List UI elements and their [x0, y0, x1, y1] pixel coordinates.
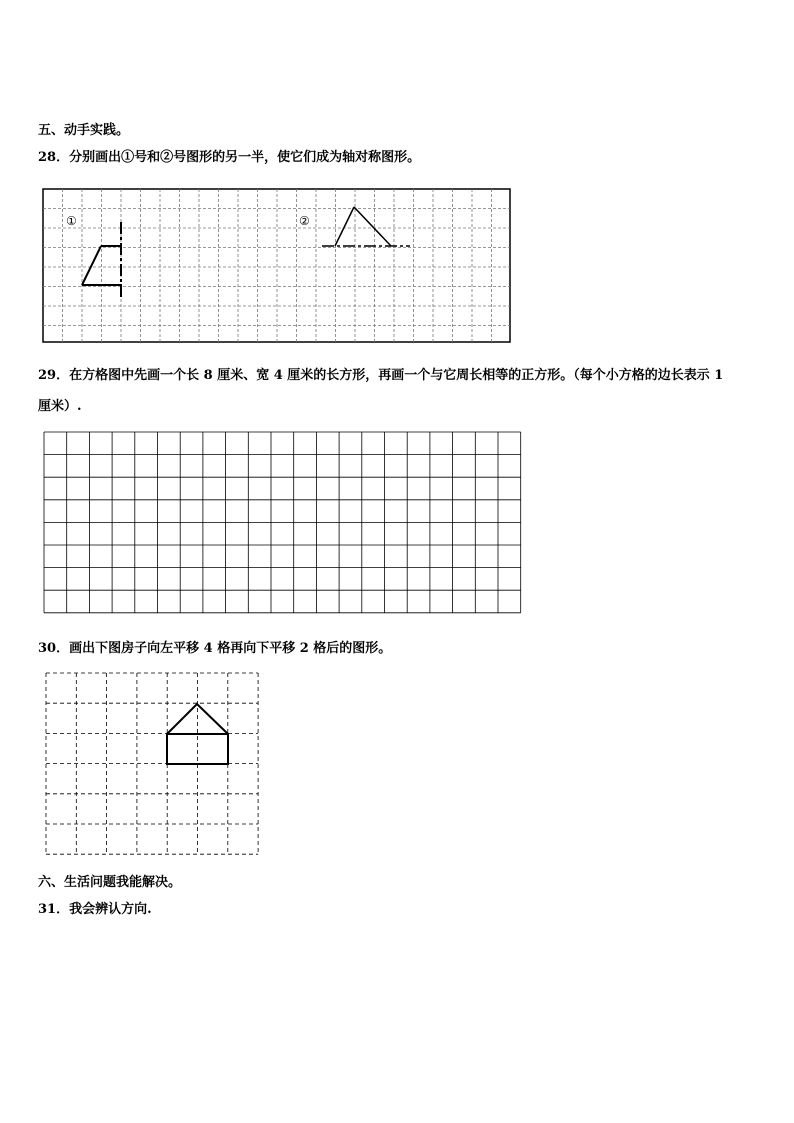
question-29-text-line1: 29．在方格图中先画一个长 8 厘米、宽 4 厘米的长方形，再画一个与它周长相等的正方形。（每个小方格的边长表示 1 [38, 368, 724, 383]
question-30-text: 30．画出下图房子向左平移 4 格再向下平移 2 格后的图形。 [38, 641, 392, 656]
question-28-text: 28．分别画出①号和②号图形的另一半，使它们成为轴对称图形。 [38, 150, 421, 165]
house-shape [167, 704, 228, 764]
question-29-text-line2: 厘米）. [38, 399, 82, 414]
question-31-text: 31．我会辨认方向. [38, 902, 152, 917]
label-2: ② [299, 214, 310, 228]
section-6-heading: 六、生活问题我能解决。 [38, 875, 182, 890]
label-1: ① [66, 214, 77, 228]
section-5-heading: 五、动手实践。 [38, 123, 130, 138]
